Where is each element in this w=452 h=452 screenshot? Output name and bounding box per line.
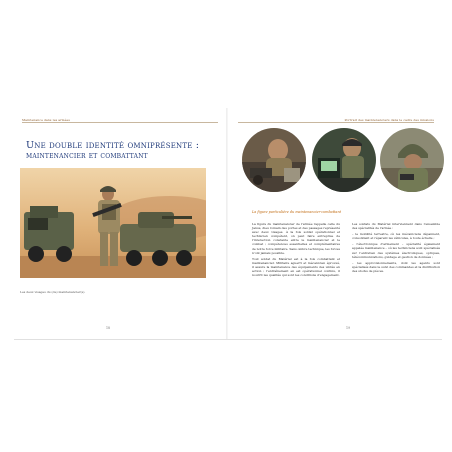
chapter-title-line-2: maintenancier et combattant <box>26 151 148 161</box>
running-head-right: Portrait des maintenanciers dans le cadre des missions <box>344 118 434 122</box>
soldier-vehicles-photo <box>20 168 206 278</box>
paragraph: – l'électronique d'armement – spécialité également appelée maintenance – où les techniciens sont spécialisés sur l'entretien des systèmes électroniques, optiques, télécommunications, guidage et gestion de données ; <box>352 242 441 259</box>
section-heading: La figure particulière du maintenancier-combattant <box>252 210 341 214</box>
paragraph: La figure du maintenancier de l'armée rappelle celle du Janus, dieu romain des portes et des passages représenté avec deux visages. À la fois soldat opérationnel et technicien compétent, on peut faire entreprise de l'interaction constante entre le maintenancier et le combat ; compétences essentielles et complémentaires de notre force militaire. Sans ombre technique, les forces n'ont jamais possible. <box>252 222 340 255</box>
soldier-with-armored-vehicles-icon <box>20 168 206 278</box>
soldier-at-radio-console-icon <box>312 128 376 192</box>
left-page <box>14 108 227 340</box>
right-page <box>228 108 442 340</box>
paragraph: – le mobilité terrestre, où les mécaniciens dépannent, consolident et réparent les véhicules, à toute échelle ; <box>352 232 440 241</box>
text-column-right <box>352 222 440 275</box>
circle-photo-helmet <box>380 128 444 192</box>
page-number-right: 19 <box>346 326 351 330</box>
circle-photo-mechanic <box>242 128 306 192</box>
running-head-left: Maintenance dans les armées <box>22 118 71 122</box>
mechanic-working-in-engine-bay-icon <box>242 128 306 192</box>
bottom-edge-rule <box>14 339 442 340</box>
soldier-in-helmet-icon <box>380 128 444 192</box>
header-rule-left <box>22 122 218 123</box>
chapter-title <box>26 140 211 162</box>
photo-caption: Les deux visages du (de) maintenancier(s). <box>20 290 86 294</box>
paragraph: Tout soldat du Matériel est à la fois combattant et maintenancier. Militaire aguerri et mécanicien éprouvé, il assure la maintenance des équipements des unités en action ; l'entraînement en est opérationnel continu, il nourrit les qualités qui sont les conditions d'engagement. <box>252 256 340 278</box>
chapter-title-line-1: Une double identité omniprésente : <box>26 140 200 151</box>
circle-photo-radio <box>312 128 376 192</box>
paragraph: Les soldats du Matériel interviennent dans l'ensemble des spécialités de l'armée : <box>352 222 440 231</box>
header-rule-right <box>238 122 434 123</box>
page-number-left: 18 <box>106 326 111 330</box>
text-column-left <box>252 222 340 279</box>
paragraph: – les approvisionnements, dont les agents sont spécialisés dans le suivi des commandes et la distribution des stocks de pièces. <box>352 260 440 273</box>
